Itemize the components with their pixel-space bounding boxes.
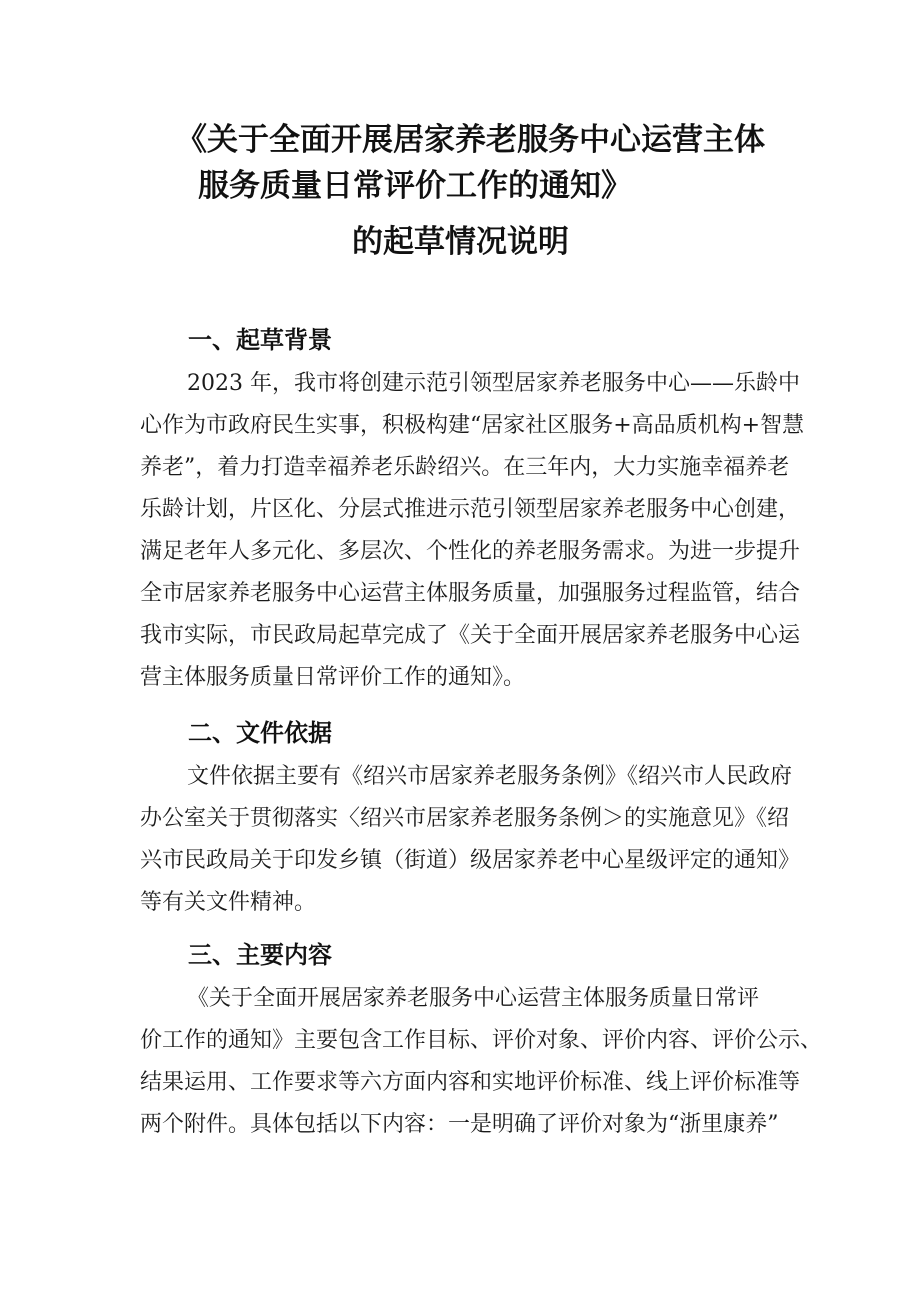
paragraph-line: 满足老年人多元化、多层次、个性化的养老服务需求。为进一步提升: [140, 539, 801, 564]
paragraph-line: 《关于全面开展居家养老服务中心运营主体服务质量日常评: [187, 986, 760, 1011]
document-title-line-3: 的起草情况说明: [352, 224, 569, 260]
section-heading-background: 一、起草背景: [188, 326, 332, 354]
paragraph-line: 全市居家养老服务中心运营主体服务质量，加强服务过程监管，结合: [140, 581, 801, 606]
paragraph-line: 两个附件。具体包括以下内容：一是明确了评价对象为“浙里康养”: [140, 1112, 779, 1137]
paragraph-line: 营主体服务质量日常评价工作的通知》。: [140, 665, 526, 690]
section-heading-basis: 二、文件依据: [188, 719, 332, 747]
paragraph-line: 等有关文件精神。: [140, 890, 317, 915]
paragraph-line: 我市实际，市民政局起草完成了《关于全面开展居家养老服务中心运: [140, 623, 801, 648]
section-heading-main-content: 三、主要内容: [188, 941, 332, 969]
paragraph-line: 养老”，着力打造幸福养老乐龄绍兴。在三年内，大力实施幸福养老: [140, 455, 790, 480]
document-title-line-2: 服务质量日常评价工作的通知》: [198, 168, 632, 204]
paragraph-line: 价工作的通知》主要包含工作目标、评价对象、评价内容、评价公示、: [140, 1028, 823, 1053]
paragraph-line: 2023 年，我市将创建示范引领型居家养老服务中心——乐龄中: [187, 371, 800, 396]
paragraph-line: 兴市民政局关于印发乡镇（街道）级居家养老中心星级评定的通知》: [140, 848, 801, 873]
paragraph-line: 心作为市政府民生实事，积极构建“居家社区服务+高品质机构+智慧: [140, 413, 805, 438]
document-title-line-1: 《关于全面开展居家养老服务中心运营主体: [176, 122, 765, 158]
paragraph-line: 办公室关于贯彻落实〈绍兴市居家养老服务条例＞的实施意见》《绍: [140, 806, 790, 831]
paragraph-line: 文件依据主要有《绍兴市居家养老服务条例》《绍兴市人民政府: [187, 764, 793, 789]
paragraph-line: 结果运用、工作要求等六方面内容和实地评价标准、线上评价标准等: [140, 1070, 801, 1095]
paragraph-line: 乐龄计划，片区化、分层式推进示范引领型居家养老服务中心创建，: [140, 497, 801, 522]
